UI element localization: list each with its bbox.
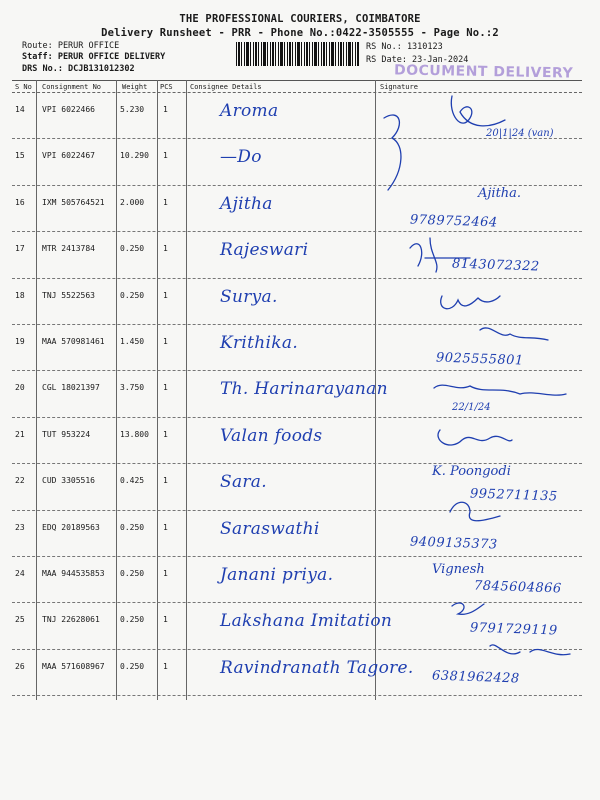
pieces-count: 1 <box>163 429 168 439</box>
consignment-number: MAA 570981461 <box>42 337 105 346</box>
staff-label: Staff: PERUR OFFICE DELIVERY <box>22 52 166 62</box>
consignment-number: MAA 944535853 <box>42 569 105 578</box>
serial-number: 15 <box>15 151 25 161</box>
serial-number: 21 <box>15 429 25 439</box>
pieces-count: 1 <box>163 105 168 114</box>
consignee-name: —Do <box>220 147 262 168</box>
rs-number: RS No.: 1310123 <box>366 42 443 52</box>
signature-phone: 9952711135 <box>469 486 558 505</box>
pieces-count: 1 <box>163 661 168 671</box>
consignee-name: Rajeswari <box>220 240 309 261</box>
serial-number: 19 <box>15 337 25 346</box>
weight-value: 0.250 <box>120 522 145 532</box>
consignment-number: MTR 2413784 <box>42 244 95 254</box>
signature-phone: 6381962428 <box>431 668 520 687</box>
consignee-name: Saraswathi <box>220 518 320 539</box>
signature-phone: 9791729119 <box>469 620 558 639</box>
consignee-name: Krithika. <box>220 333 299 353</box>
consignee-name: Ajitha <box>220 193 273 214</box>
signature-phone: 7845604866 <box>473 578 562 597</box>
serial-number: 23 <box>15 522 25 532</box>
weight-value: 13.800 <box>120 429 149 439</box>
weight-value: 5.230 <box>120 105 145 114</box>
weight-value: 1.450 <box>120 337 145 346</box>
serial-number: 14 <box>15 105 25 114</box>
signature-date: 20|1|24 (van) <box>486 128 554 139</box>
weight-value: 0.250 <box>120 569 145 578</box>
consignee-name: Janani priya. <box>220 565 334 585</box>
consignment-number: TUT 953224 <box>42 429 91 439</box>
consignee-name: Th. Harinarayanan <box>220 379 388 400</box>
consignee-name: Lakshana Imitation <box>220 611 393 632</box>
pieces-count: 1 <box>163 476 168 486</box>
signature-phone: 9789752464 <box>409 212 498 231</box>
weight-value: 0.250 <box>120 661 145 671</box>
consignment-number: TNJ 5522563 <box>42 290 95 300</box>
route-label: Route: PERUR OFFICE <box>22 41 120 51</box>
consignee-name: Surya. <box>220 286 278 307</box>
pieces-count: 1 <box>163 522 168 532</box>
consignee-name: Aroma <box>220 101 279 121</box>
serial-number: 18 <box>15 290 25 300</box>
weight-value: 0.425 <box>120 476 145 486</box>
signature-name: Vignesh <box>432 562 485 577</box>
drs-number: DRS No.: DCJB131012302 <box>22 64 135 74</box>
serial-number: 20 <box>15 383 25 393</box>
document-delivery-stamp: DOCUMENT DELIVERY <box>393 62 574 82</box>
signature-phone: 8143072322 <box>451 256 540 275</box>
pieces-count: 1 <box>163 197 168 207</box>
signature-name: Ajitha. <box>478 186 522 201</box>
header-weight: Weight <box>122 83 148 91</box>
company-title: THE PROFESSIONAL COURIERS, COIMBATORE <box>179 13 421 25</box>
consignment-number: MAA 571608967 <box>42 661 105 671</box>
rs-date: RS Date: 23-Jan-2024 <box>366 55 469 65</box>
signature-date: 22/1/24 <box>452 402 491 413</box>
header-consignment: Consignment No <box>42 83 102 91</box>
serial-number: 24 <box>15 569 25 578</box>
header-pcs: PCS <box>160 83 173 91</box>
consignment-number: VPI 6022466 <box>42 105 95 114</box>
consignment-number: EDQ 20189563 <box>42 522 100 532</box>
serial-number: 25 <box>15 615 25 625</box>
consignment-number: IXM 505764521 <box>42 197 105 207</box>
consignment-number: CUD 3305516 <box>42 476 95 486</box>
pieces-count: 1 <box>163 337 168 346</box>
header-signature: Signature <box>380 83 418 91</box>
consignee-name: Valan foods <box>220 425 323 446</box>
consignee-name: Ravindranath Tagore. <box>220 657 414 678</box>
weight-value: 2.000 <box>120 197 145 207</box>
consignment-number: TNJ 22628061 <box>42 615 100 625</box>
pieces-count: 1 <box>163 244 168 254</box>
pieces-count: 1 <box>163 151 168 161</box>
runsheet-subtitle: Delivery Runsheet - PRR - Phone No.:0422-3505555 - Page No.:2 <box>101 27 499 39</box>
signature-name: K. Poongodi <box>432 464 511 479</box>
header-sno: S No <box>15 83 32 91</box>
header-consignee: Consignee Details <box>190 83 262 91</box>
pieces-count: 1 <box>163 615 168 625</box>
serial-number: 26 <box>15 661 25 671</box>
weight-value: 0.250 <box>120 244 145 254</box>
pieces-count: 1 <box>163 290 168 300</box>
serial-number: 16 <box>15 197 25 207</box>
pieces-count: 1 <box>163 383 168 393</box>
weight-value: 10.290 <box>120 151 149 161</box>
serial-number: 22 <box>15 476 25 486</box>
weight-value: 0.250 <box>120 290 145 300</box>
signature-phone: 9025555801 <box>435 350 524 369</box>
signature-phone: 9409135373 <box>409 534 498 553</box>
weight-value: 3.750 <box>120 383 145 393</box>
pieces-count: 1 <box>163 569 168 578</box>
serial-number: 17 <box>15 244 25 254</box>
consignment-number: VPI 6022467 <box>42 151 95 161</box>
consignment-number: CGL 18021397 <box>42 383 100 393</box>
weight-value: 0.250 <box>120 615 145 625</box>
consignee-name: Sara. <box>220 472 267 493</box>
